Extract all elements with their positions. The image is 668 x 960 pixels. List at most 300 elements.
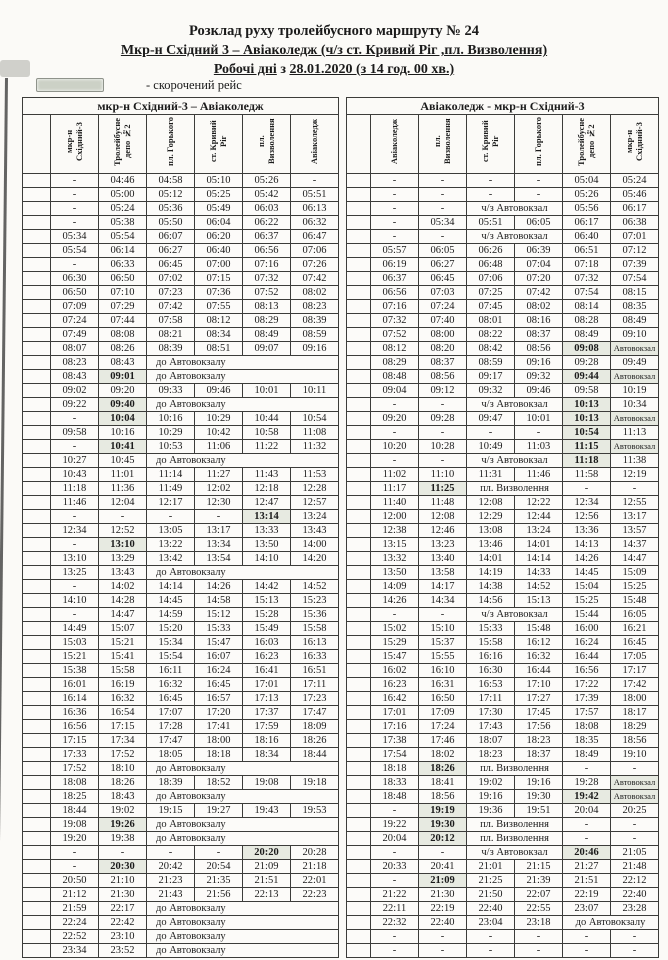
timetable xyxy=(22,97,339,958)
time-cell: 14:59 xyxy=(147,608,195,622)
time-cell: 15:28 xyxy=(243,608,291,622)
table-row xyxy=(347,748,659,762)
marker-cell xyxy=(347,636,371,650)
marker-cell xyxy=(23,202,51,216)
time-cell: - xyxy=(419,398,467,412)
time-cell: 22:11 xyxy=(371,902,419,916)
time-cell: 10:49 xyxy=(467,440,515,454)
time-cell: 17:01 xyxy=(371,706,419,720)
table-row xyxy=(347,916,659,930)
time-cell: 19:30 xyxy=(515,790,563,804)
marker-cell xyxy=(347,188,371,202)
time-cell: 14:52 xyxy=(515,580,563,594)
marker-cell xyxy=(23,454,51,468)
time-cell: 20:28 xyxy=(291,846,339,860)
time-cell: - xyxy=(147,846,195,860)
time-cell: 17:10 xyxy=(515,678,563,692)
table-row xyxy=(23,188,339,202)
time-cell: 10:44 xyxy=(243,412,291,426)
time-cell: 17:16 xyxy=(371,720,419,734)
time-cell: 16:36 xyxy=(51,706,99,720)
table-row xyxy=(23,552,339,566)
marker-cell xyxy=(23,664,51,678)
time-cell: 15:47 xyxy=(195,636,243,650)
marker-cell xyxy=(347,440,371,454)
table-row xyxy=(347,426,659,440)
table-row xyxy=(23,454,339,468)
time-cell: 22:40 xyxy=(611,888,659,902)
stop-column-header: Авіаколедж xyxy=(291,115,339,174)
time-cell: 13:32 xyxy=(371,552,419,566)
time-cell: 12:29 xyxy=(467,510,515,524)
time-cell: 16:33 xyxy=(291,650,339,664)
marker-cell xyxy=(347,468,371,482)
table-row xyxy=(23,230,339,244)
time-cell: 07:42 xyxy=(291,272,339,286)
time-cell: 14:17 xyxy=(419,580,467,594)
marker-cell xyxy=(23,230,51,244)
time-cell: 08:49 xyxy=(563,328,611,342)
table-row xyxy=(347,902,659,916)
stop-column-header: мкр-н Східний-3 xyxy=(611,115,659,174)
time-cell: 07:20 xyxy=(515,272,563,286)
time-cell: 13:17 xyxy=(611,510,659,524)
time-cell: 09:47 xyxy=(467,412,515,426)
note-cell: до Автовокзалу xyxy=(147,902,339,916)
time-cell: 21:35 xyxy=(195,874,243,888)
time-cell: 12:17 xyxy=(147,496,195,510)
time-cell: 05:50 xyxy=(147,216,195,230)
time-cell: 22:01 xyxy=(291,874,339,888)
time-cell: 16:42 xyxy=(371,692,419,706)
time-cell: 21:39 xyxy=(515,874,563,888)
time-cell: 14:47 xyxy=(611,552,659,566)
table-row xyxy=(23,468,339,482)
table-row xyxy=(23,566,339,580)
marker-cell xyxy=(347,846,371,860)
time-cell: 06:51 xyxy=(563,244,611,258)
time-cell: - xyxy=(51,174,99,188)
time-cell: 09:58 xyxy=(563,384,611,398)
time-cell: 17:43 xyxy=(467,720,515,734)
time-cell: - xyxy=(51,860,99,874)
time-cell: 22:52 xyxy=(51,930,99,944)
time-cell: 12:47 xyxy=(243,496,291,510)
time-cell: 16:57 xyxy=(195,692,243,706)
time-cell: 14:42 xyxy=(243,580,291,594)
table-row xyxy=(23,328,339,342)
time-cell: 08:13 xyxy=(243,300,291,314)
time-cell: 12:56 xyxy=(563,510,611,524)
time-cell: - xyxy=(467,944,515,958)
table-row xyxy=(347,636,659,650)
time-cell: 17:42 xyxy=(611,678,659,692)
table-row xyxy=(23,258,339,272)
time-cell: 11:31 xyxy=(467,468,515,482)
table-row xyxy=(23,538,339,552)
time-cell: 16:41 xyxy=(243,664,291,678)
time-cell: 06:04 xyxy=(195,216,243,230)
time-cell: 17:15 xyxy=(99,720,147,734)
time-cell: 12:34 xyxy=(51,524,99,538)
time-cell: 15:33 xyxy=(195,622,243,636)
marker-cell xyxy=(347,734,371,748)
time-cell: 21:12 xyxy=(51,888,99,902)
table-row xyxy=(23,888,339,902)
time-cell: 14:13 xyxy=(563,538,611,552)
marker-cell xyxy=(347,174,371,188)
time-cell: - xyxy=(419,454,467,468)
table-row xyxy=(23,664,339,678)
table-row xyxy=(347,860,659,874)
time-cell: 15:48 xyxy=(515,622,563,636)
time-cell: 18:44 xyxy=(51,804,99,818)
validity-line xyxy=(0,61,668,79)
marker-cell xyxy=(347,356,371,370)
time-cell: 08:56 xyxy=(515,342,563,356)
table-row xyxy=(23,916,339,930)
time-cell: 12:52 xyxy=(99,524,147,538)
marker-cell xyxy=(23,650,51,664)
table-row xyxy=(347,762,659,776)
time-cell: 10:53 xyxy=(147,440,195,454)
stop-column-header: ст. Кривий Ріг xyxy=(195,115,243,174)
time-cell: 08:07 xyxy=(51,342,99,356)
time-cell: 19:18 xyxy=(291,776,339,790)
time-cell: 12:57 xyxy=(291,496,339,510)
time-cell: 15:54 xyxy=(147,650,195,664)
time-cell: 16:45 xyxy=(195,678,243,692)
time-cell: 15:21 xyxy=(51,650,99,664)
table-row xyxy=(347,412,659,426)
time-cell: - xyxy=(371,804,419,818)
table-row xyxy=(347,342,659,356)
time-cell: 17:09 xyxy=(419,706,467,720)
time-cell: 17:20 xyxy=(195,706,243,720)
marker-column-header xyxy=(347,115,371,174)
marker-cell xyxy=(23,678,51,692)
time-cell: 21:09 xyxy=(243,860,291,874)
time-cell: 06:38 xyxy=(611,216,659,230)
time-cell: 13:24 xyxy=(291,510,339,524)
marker-cell xyxy=(23,832,51,846)
time-cell: 19:22 xyxy=(371,818,419,832)
scan-edge-line xyxy=(0,78,8,960)
time-cell: 21:22 xyxy=(371,888,419,902)
marker-cell xyxy=(347,888,371,902)
time-cell: 19:02 xyxy=(99,804,147,818)
time-cell: 07:23 xyxy=(147,286,195,300)
table-row xyxy=(23,776,339,790)
marker-cell xyxy=(347,412,371,426)
marker-cell xyxy=(23,426,51,440)
time-cell: 05:56 xyxy=(563,202,611,216)
marker-cell xyxy=(347,664,371,678)
time-cell: 10:13 xyxy=(563,412,611,426)
marker-cell xyxy=(347,580,371,594)
time-cell: 08:22 xyxy=(467,328,515,342)
time-cell: 19:38 xyxy=(99,832,147,846)
time-cell: 12:38 xyxy=(371,524,419,538)
time-cell: 06:03 xyxy=(243,202,291,216)
marker-cell xyxy=(347,454,371,468)
note-cell: до Автовокзалу xyxy=(147,398,339,412)
time-cell: 13:17 xyxy=(195,524,243,538)
marker-cell xyxy=(23,538,51,552)
time-cell: 23:10 xyxy=(99,930,147,944)
time-cell: 15:23 xyxy=(291,594,339,608)
table-row xyxy=(23,930,339,944)
time-cell: - xyxy=(419,944,467,958)
time-cell: 09:32 xyxy=(515,370,563,384)
time-cell: 14:45 xyxy=(563,566,611,580)
marker-cell xyxy=(347,748,371,762)
marker-cell xyxy=(23,286,51,300)
time-cell: 18:43 xyxy=(99,790,147,804)
table-row xyxy=(23,832,339,846)
time-cell: 17:23 xyxy=(291,692,339,706)
time-cell: - xyxy=(419,846,467,860)
note-cell: ч/з Автовокзал xyxy=(467,398,563,412)
time-cell: 06:19 xyxy=(371,258,419,272)
time-cell: 16:32 xyxy=(147,678,195,692)
time-cell: 18:44 xyxy=(291,748,339,762)
time-cell: 07:06 xyxy=(467,272,515,286)
date-value: 28.01.2020 (з 14 год. 00 хв.) xyxy=(289,61,455,77)
time-cell: 07:39 xyxy=(611,258,659,272)
time-cell: 17:52 xyxy=(99,748,147,762)
time-cell: 12:46 xyxy=(419,524,467,538)
time-cell: 15:49 xyxy=(243,622,291,636)
time-cell: 18:09 xyxy=(291,720,339,734)
time-cell: 15:44 xyxy=(563,608,611,622)
note-cell: Автовокзал xyxy=(611,440,659,454)
table-row xyxy=(23,734,339,748)
time-cell: - xyxy=(371,230,419,244)
note-cell: до Автовокзалу xyxy=(147,916,339,930)
time-cell: 07:16 xyxy=(371,300,419,314)
time-cell: 09:04 xyxy=(371,384,419,398)
table-row xyxy=(23,874,339,888)
time-cell: 08:49 xyxy=(611,314,659,328)
time-cell: 05:34 xyxy=(419,216,467,230)
marker-cell xyxy=(23,482,51,496)
time-cell: 07:10 xyxy=(99,286,147,300)
time-cell: 06:37 xyxy=(243,230,291,244)
time-cell: 19:10 xyxy=(611,748,659,762)
table-row xyxy=(347,720,659,734)
time-cell: 06:48 xyxy=(467,258,515,272)
time-cell: 23:28 xyxy=(611,902,659,916)
time-cell: - xyxy=(371,216,419,230)
time-cell: 15:48 xyxy=(611,594,659,608)
time-cell: - xyxy=(419,188,467,202)
time-cell: 13:08 xyxy=(467,524,515,538)
time-cell: 16:56 xyxy=(563,664,611,678)
stop-column-header: Тролейбусне депо №2 xyxy=(99,115,147,174)
time-cell: 14:52 xyxy=(291,580,339,594)
time-cell: 07:04 xyxy=(515,258,563,272)
time-cell: - xyxy=(371,930,419,944)
time-cell: 06:26 xyxy=(467,244,515,258)
time-cell: 15:07 xyxy=(99,622,147,636)
marker-cell xyxy=(23,258,51,272)
time-cell: 13:24 xyxy=(515,524,563,538)
time-cell: 08:56 xyxy=(419,370,467,384)
marker-cell xyxy=(23,272,51,286)
time-cell: 07:55 xyxy=(195,300,243,314)
time-cell: 08:29 xyxy=(243,314,291,328)
time-cell: 17:15 xyxy=(51,734,99,748)
marker-cell xyxy=(347,230,371,244)
time-cell: - xyxy=(611,762,659,776)
time-cell: 17:47 xyxy=(147,734,195,748)
time-cell: - xyxy=(371,874,419,888)
table-row xyxy=(23,706,339,720)
time-cell: 10:58 xyxy=(243,426,291,440)
time-cell: 13:25 xyxy=(51,566,99,580)
time-cell: 08:59 xyxy=(467,356,515,370)
table-row xyxy=(23,860,339,874)
note-cell: Автовокзал xyxy=(611,776,659,790)
time-cell: - xyxy=(467,930,515,944)
marker-cell xyxy=(23,902,51,916)
time-cell: - xyxy=(515,426,563,440)
marker-cell xyxy=(23,706,51,720)
time-cell: 15:09 xyxy=(611,566,659,580)
time-cell: 18:16 xyxy=(243,734,291,748)
note-cell: ч/з Автовокзал xyxy=(467,202,563,216)
route-subtitle: Мкр-н Східний 3 – Авіаколедж (ч/з ст. Кривий Ріг ,пл. Визволення) xyxy=(120,43,548,59)
time-cell: 06:40 xyxy=(195,244,243,258)
time-cell: - xyxy=(515,944,563,958)
time-cell: 04:58 xyxy=(147,174,195,188)
note-cell: до Автовокзалу xyxy=(147,944,339,958)
time-cell: - xyxy=(563,944,611,958)
time-cell: 08:12 xyxy=(195,314,243,328)
time-cell: - xyxy=(99,846,147,860)
time-cell: 18:26 xyxy=(291,734,339,748)
time-cell: 16:10 xyxy=(419,664,467,678)
time-cell: 07:12 xyxy=(611,244,659,258)
time-cell: 17:13 xyxy=(243,692,291,706)
marker-cell xyxy=(23,944,51,958)
marker-cell xyxy=(23,468,51,482)
table-row xyxy=(347,888,659,902)
time-cell: 18:00 xyxy=(611,692,659,706)
time-cell: 09:20 xyxy=(99,384,147,398)
time-cell: 16:21 xyxy=(611,622,659,636)
note-cell: Автовокзал xyxy=(611,790,659,804)
time-cell: 13:10 xyxy=(51,552,99,566)
time-cell: 11:18 xyxy=(563,454,611,468)
time-cell: 08:43 xyxy=(99,356,147,370)
time-cell: 11:08 xyxy=(291,426,339,440)
time-cell: 17:59 xyxy=(243,720,291,734)
marker-cell xyxy=(347,874,371,888)
time-cell: 21:01 xyxy=(467,860,515,874)
table-row xyxy=(23,370,339,384)
time-cell: 22:12 xyxy=(611,874,659,888)
time-cell: 16:51 xyxy=(291,664,339,678)
time-cell: 16:44 xyxy=(563,650,611,664)
time-cell: 22:19 xyxy=(419,902,467,916)
time-cell: 09:49 xyxy=(611,356,659,370)
time-cell: - xyxy=(563,832,611,846)
table-row xyxy=(23,622,339,636)
stop-column-header: пл. Горького xyxy=(515,115,563,174)
time-cell: 15:04 xyxy=(563,580,611,594)
time-cell: - xyxy=(51,188,99,202)
time-cell: 17:28 xyxy=(147,720,195,734)
time-cell: 16:16 xyxy=(467,650,515,664)
time-cell: 18:56 xyxy=(611,734,659,748)
time-cell: - xyxy=(99,510,147,524)
time-cell: 05:24 xyxy=(99,202,147,216)
time-cell: 13:10 xyxy=(99,538,147,552)
time-cell: 08:37 xyxy=(419,356,467,370)
time-cell: 15:20 xyxy=(147,622,195,636)
time-cell: 19:19 xyxy=(419,804,467,818)
time-cell: 05:51 xyxy=(291,188,339,202)
time-cell: 18:05 xyxy=(147,748,195,762)
time-cell: 11:46 xyxy=(51,496,99,510)
time-cell: - xyxy=(611,482,659,496)
time-cell: 05:26 xyxy=(243,174,291,188)
time-cell: 20:04 xyxy=(371,832,419,846)
time-cell: 06:33 xyxy=(99,258,147,272)
table-row xyxy=(23,944,339,958)
marker-cell xyxy=(23,594,51,608)
stop-column-header: Тролейбусне депо №2 xyxy=(563,115,611,174)
time-cell: 13:54 xyxy=(195,552,243,566)
time-cell: 20:04 xyxy=(563,804,611,818)
time-cell: 10:27 xyxy=(51,454,99,468)
marker-cell xyxy=(23,916,51,930)
time-cell: - xyxy=(371,426,419,440)
time-cell: - xyxy=(371,608,419,622)
time-cell: 19:08 xyxy=(243,776,291,790)
time-cell: 14:33 xyxy=(515,566,563,580)
time-cell: 13:43 xyxy=(99,566,147,580)
table-row xyxy=(347,230,659,244)
time-cell: 13:22 xyxy=(147,538,195,552)
time-cell: 07:42 xyxy=(147,300,195,314)
marker-cell xyxy=(347,552,371,566)
time-cell: 08:01 xyxy=(467,314,515,328)
time-cell: - xyxy=(419,930,467,944)
time-cell: 15:58 xyxy=(99,664,147,678)
time-cell: 15:13 xyxy=(515,594,563,608)
time-cell: 19:30 xyxy=(419,818,467,832)
note-cell: пл. Визволення xyxy=(467,762,563,776)
table-row xyxy=(23,720,339,734)
time-cell: 07:32 xyxy=(563,272,611,286)
time-cell: 12:18 xyxy=(243,482,291,496)
table-row xyxy=(347,692,659,706)
time-cell: 11:43 xyxy=(243,468,291,482)
time-cell: 16:23 xyxy=(243,650,291,664)
time-cell: 14:01 xyxy=(515,538,563,552)
table-row xyxy=(23,300,339,314)
table-row xyxy=(23,202,339,216)
time-cell: 06:39 xyxy=(515,244,563,258)
time-cell: 16:53 xyxy=(467,678,515,692)
marker-cell xyxy=(23,524,51,538)
time-cell: 05:10 xyxy=(195,174,243,188)
shortened-trip-swatch xyxy=(36,78,104,92)
note-cell: до Автовокзалу xyxy=(147,790,339,804)
